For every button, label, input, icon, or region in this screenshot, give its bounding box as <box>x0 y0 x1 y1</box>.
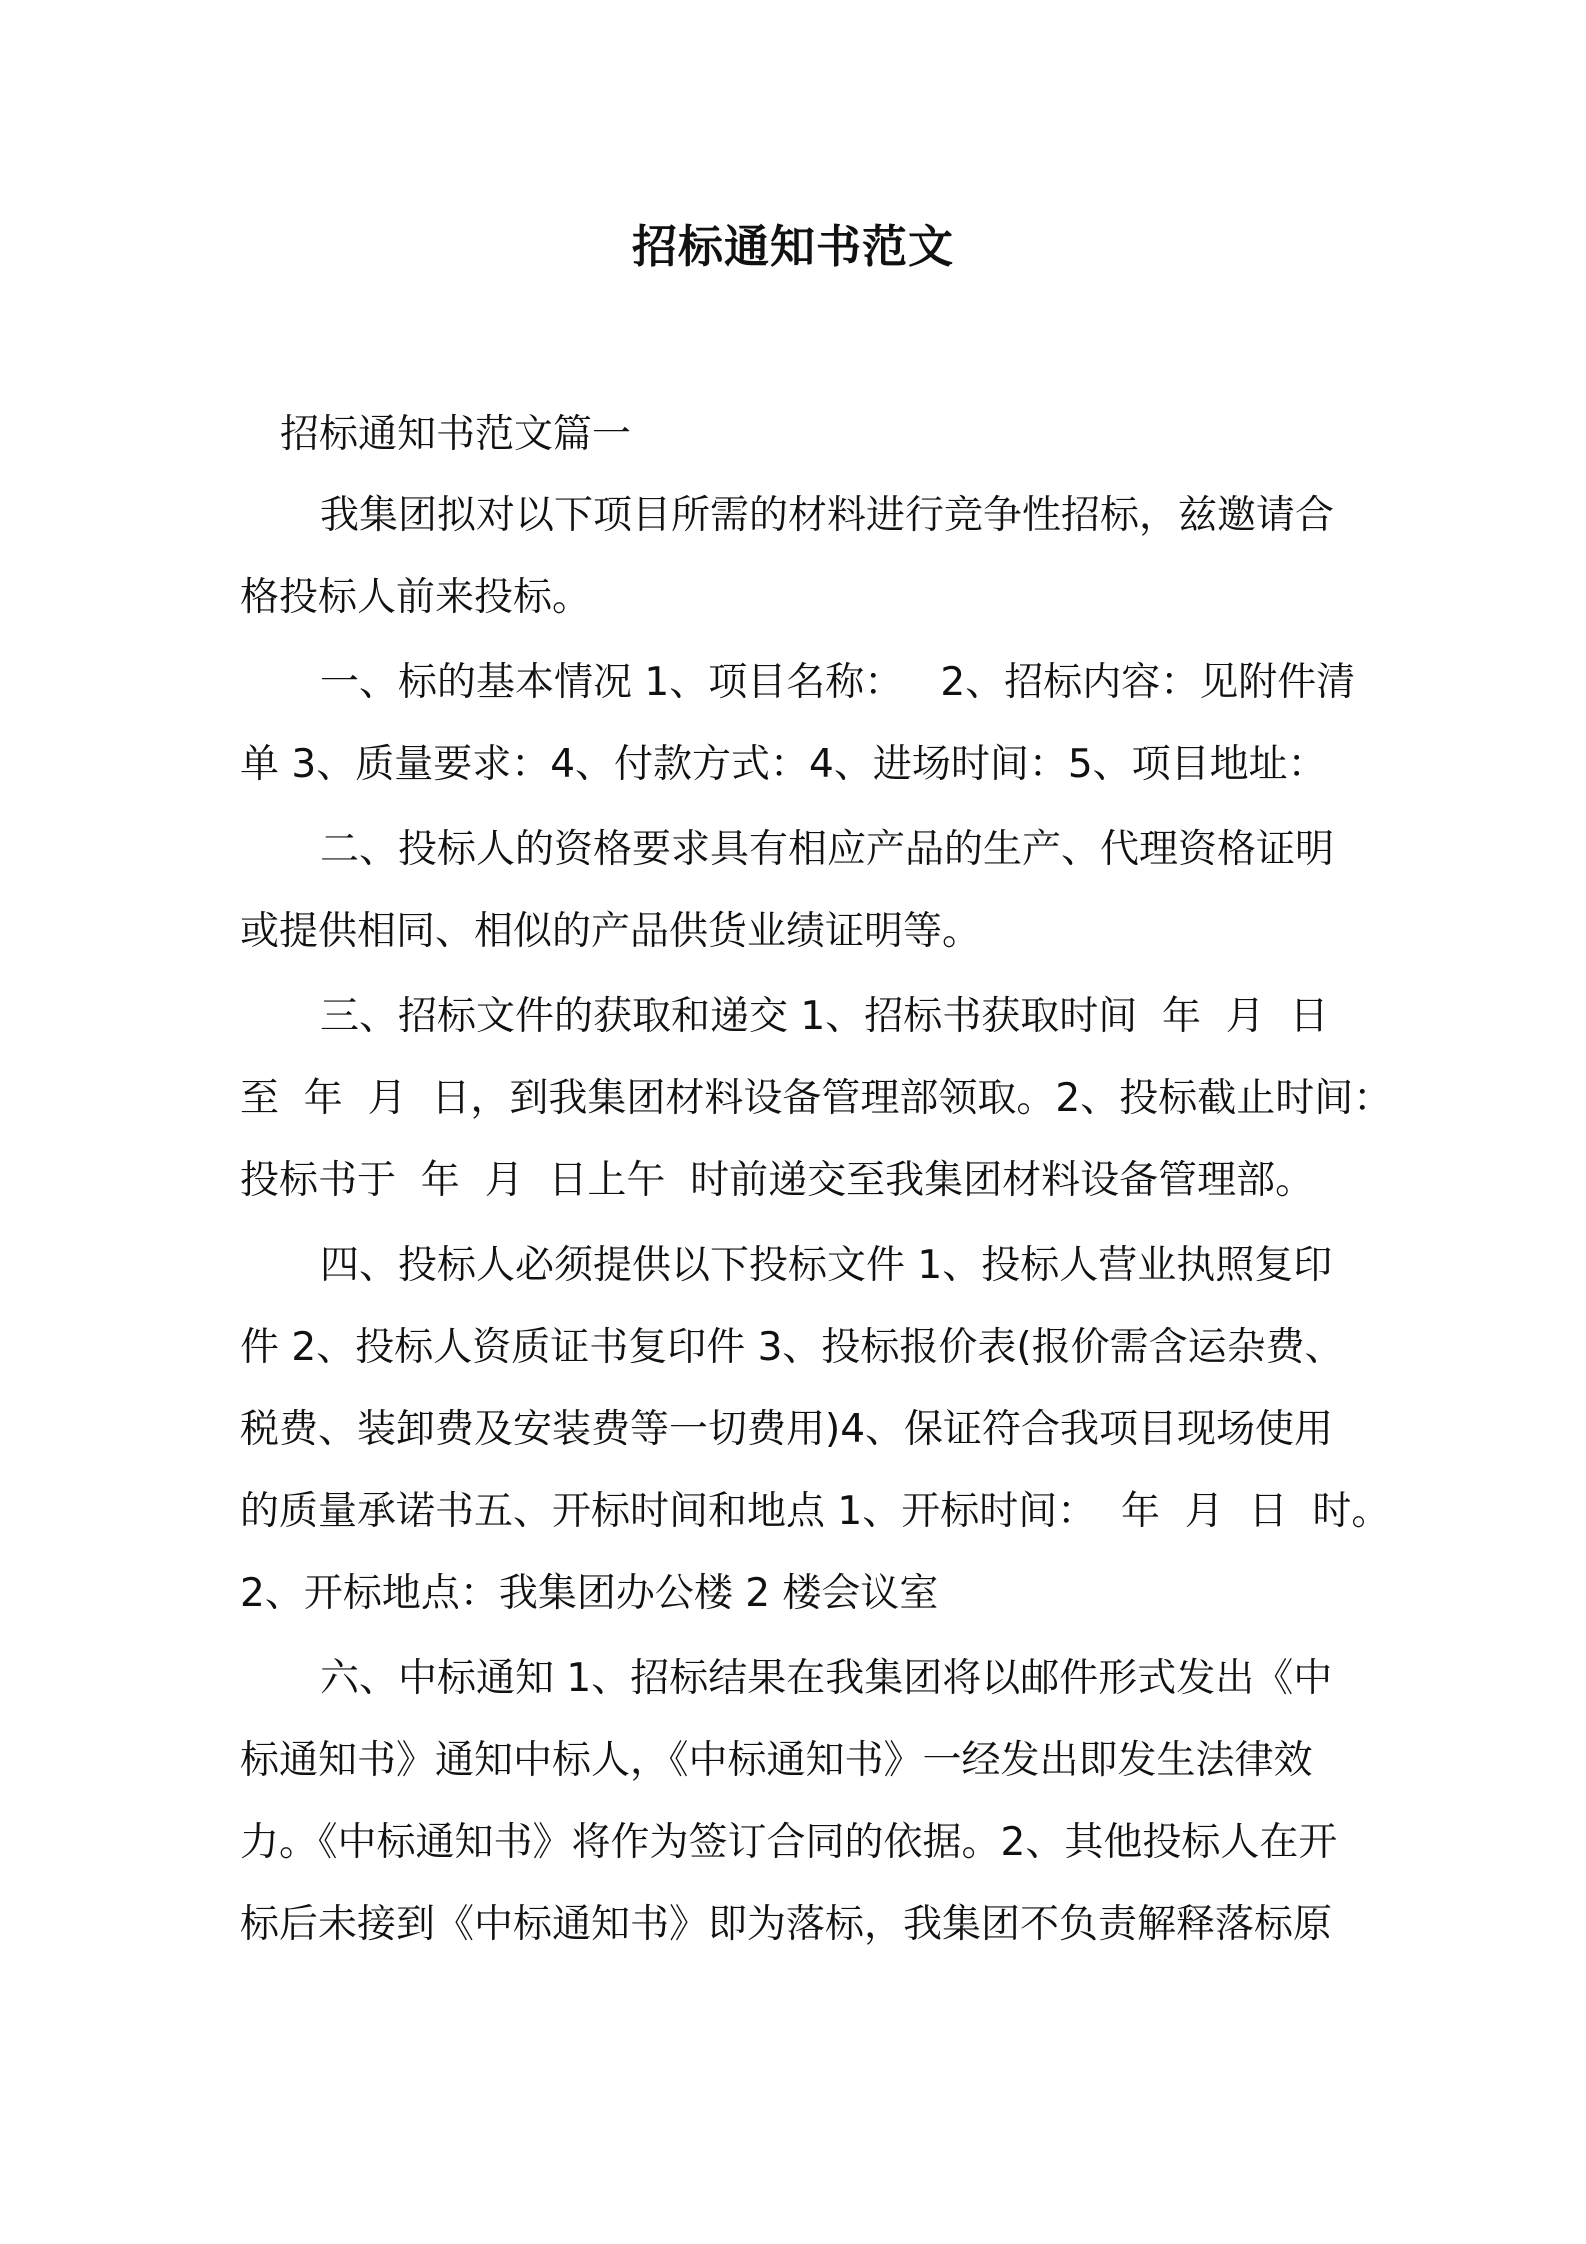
paragraph-line: 标后未接到《中标通知书》即为落标，我集团不负责解释落标原 <box>240 1902 1333 1947</box>
paragraph-line: 力。《中标通知书》将作为签订合同的依据。2、其他投标人在开 <box>240 1820 1338 1865</box>
paragraph-line: 的质量承诺书五、开标时间和地点 1、开标时间： 年 月 日 时。 <box>240 1489 1391 1534</box>
paragraph-line: 六、中标通知 1、招标结果在我集团将以邮件形式发出《中 <box>320 1656 1333 1701</box>
paragraph-line: 2、开标地点：我集团办公楼 2 楼会议室 <box>240 1571 939 1616</box>
paragraph-line: 至 年 月 日，到我集团材料设备管理部领取。2、投标截止时间： <box>240 1076 1393 1121</box>
paragraph-line: 三、招标文件的获取和递交 1、招标书获取时间 年 月 日 <box>320 994 1329 1039</box>
paragraph-line: 格投标人前来投标。 <box>240 575 592 620</box>
paragraph-line: 件 2、投标人资质证书复印件 3、投标报价表(报价需含运杂费、 <box>240 1325 1344 1370</box>
paragraph-line: 标通知书》通知中标人，《中标通知书》一经发出即发生法律效 <box>240 1738 1313 1783</box>
paragraph-line: 或提供相同、相似的产品供货业绩证明等。 <box>240 909 982 954</box>
paragraph-line: 一、标的基本情况 1、项目名称： 2、招标内容：见附件清 <box>320 660 1356 705</box>
document-title: 招标通知书范文 <box>631 220 954 273</box>
paragraph-line: 单 3、质量要求：4、付款方式：4、进场时间：5、项目地址： <box>240 742 1327 787</box>
section-heading: 招标通知书范文篇一 <box>280 412 632 457</box>
paragraph-line: 二、投标人的资格要求具有相应产品的生产、代理资格证明 <box>320 827 1335 872</box>
paragraph-line: 四、投标人必须提供以下投标文件 1、投标人营业执照复印 <box>320 1243 1333 1288</box>
paragraph-line: 税费、装卸费及安装费等一切费用)4、保证符合我项目现场使用 <box>240 1407 1334 1452</box>
paragraph-line: 投标书于 年 月 日上午 时前递交至我集团材料设备管理部。 <box>240 1158 1315 1203</box>
paragraph-line: 我集团拟对以下项目所需的材料进行竞争性招标，兹邀请合 <box>320 493 1335 538</box>
